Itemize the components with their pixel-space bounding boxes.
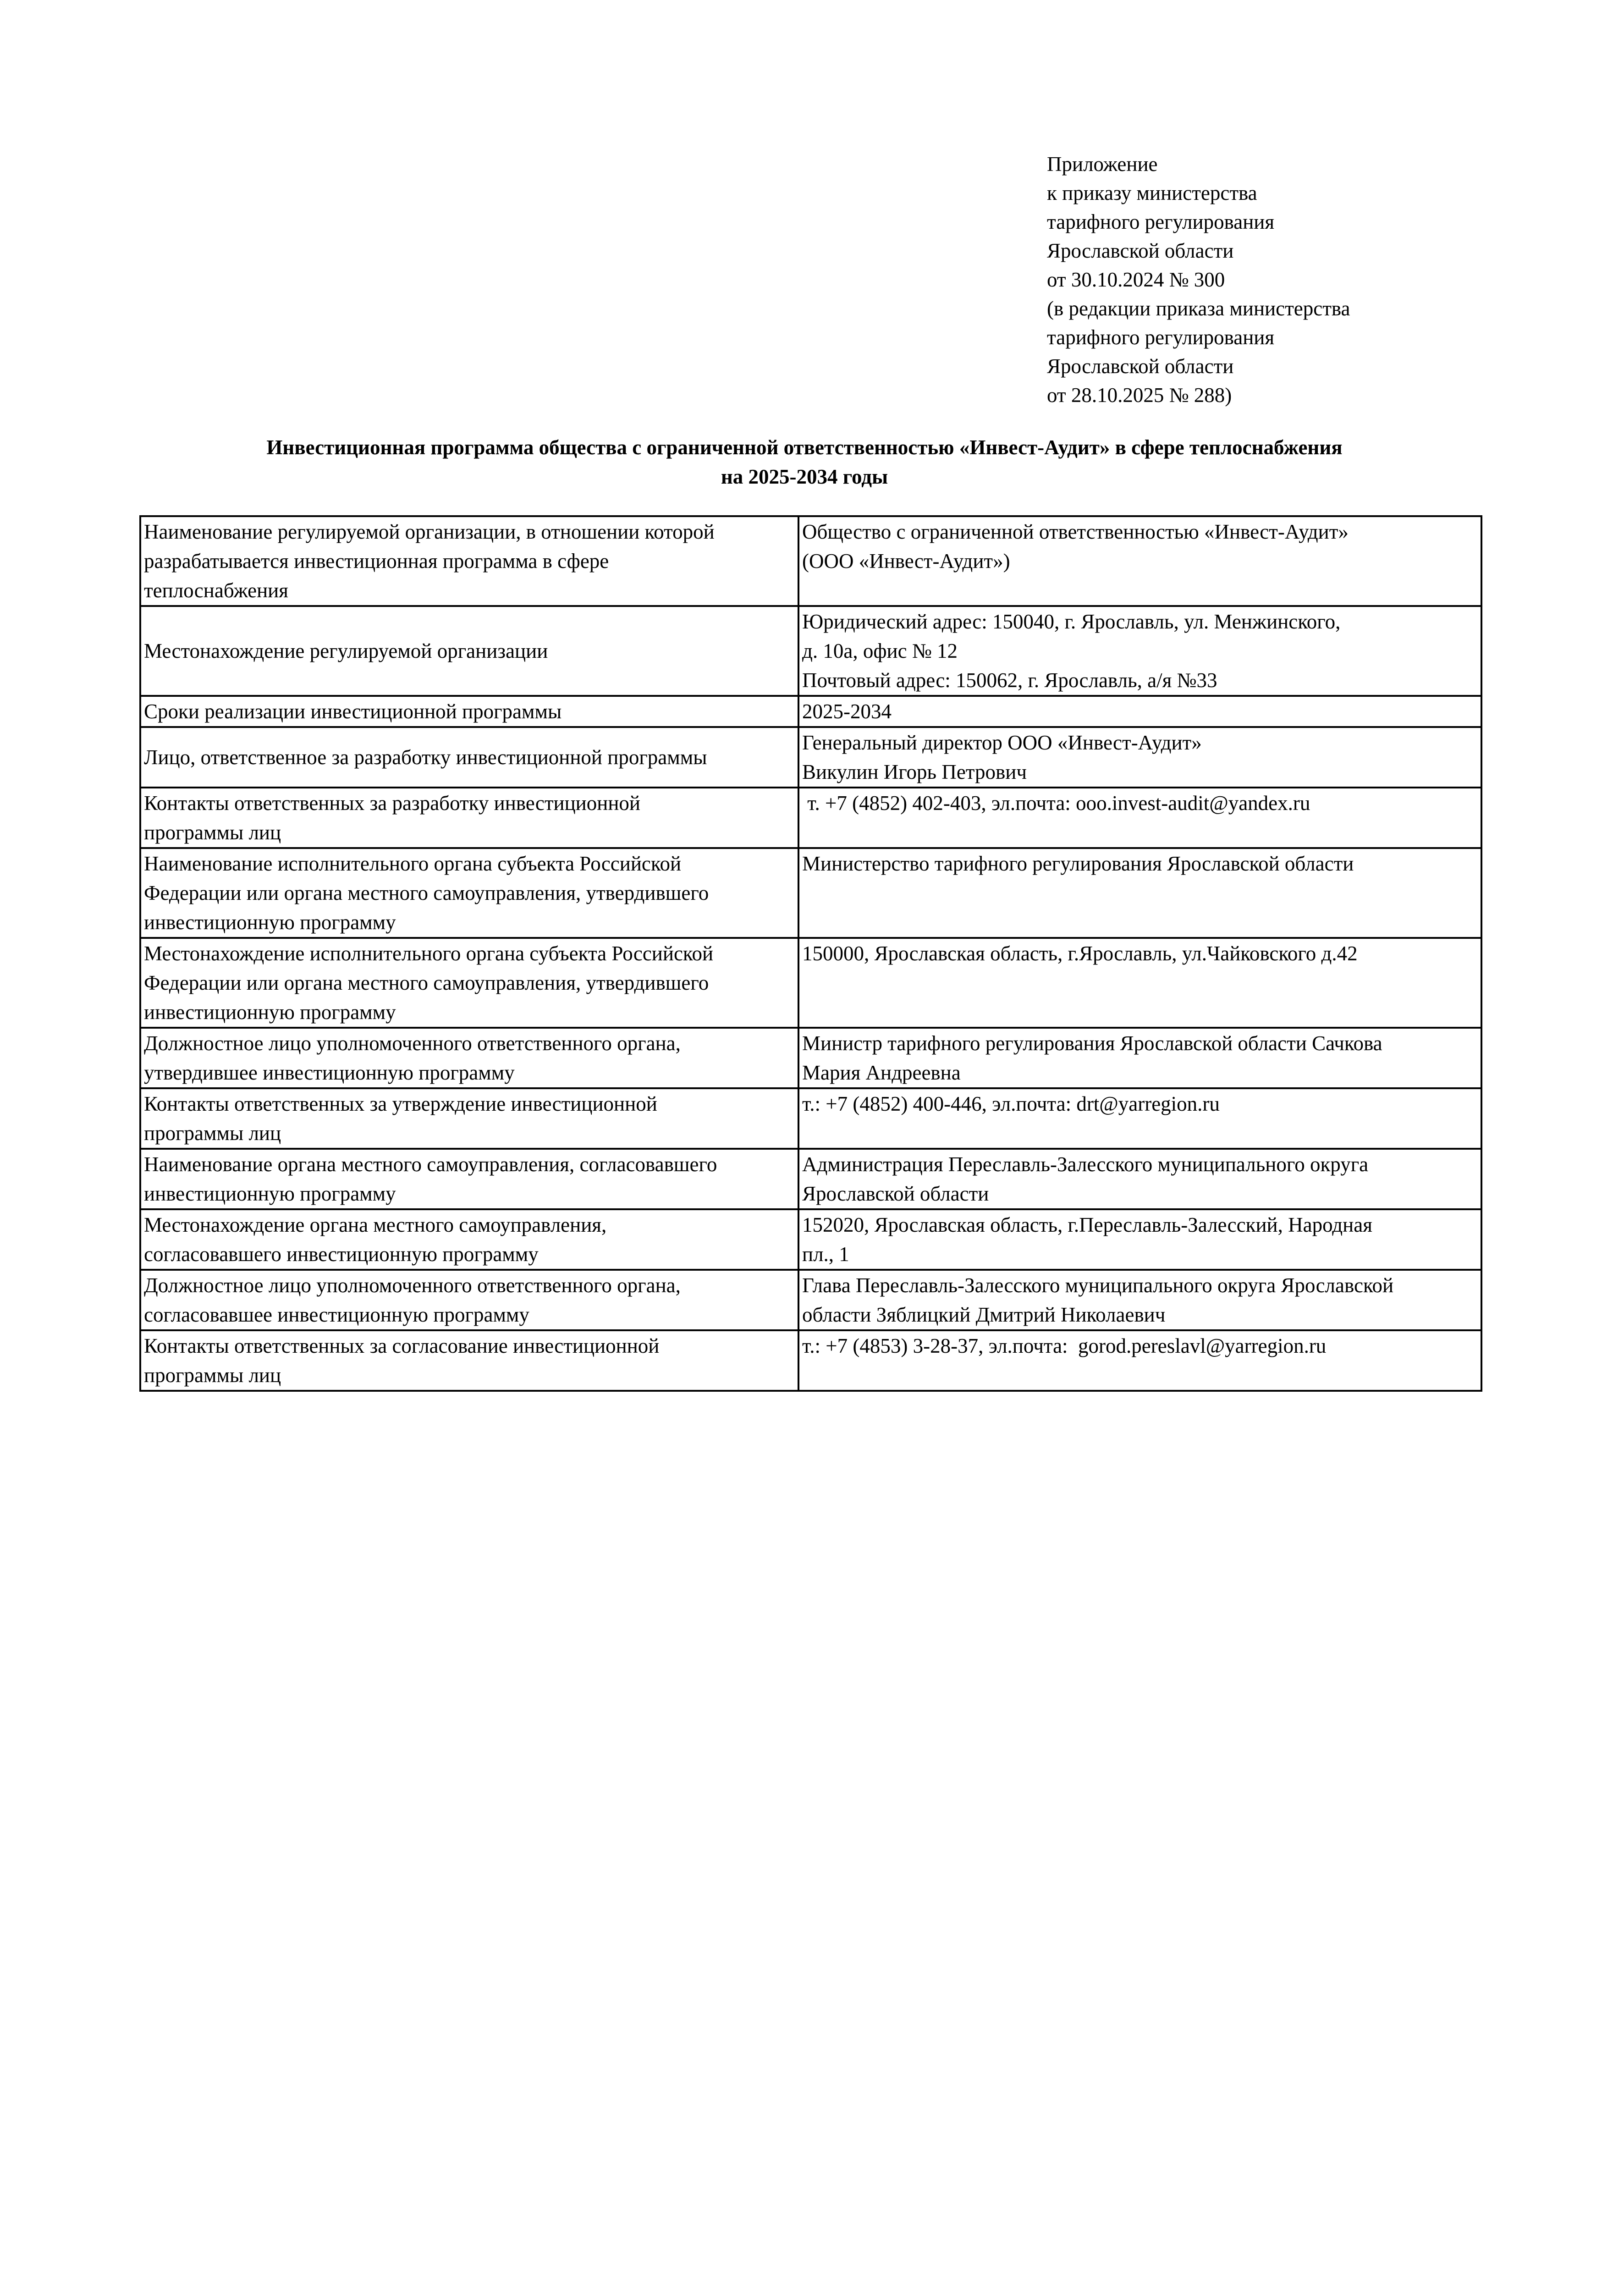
label-line: теплоснабжения [144, 579, 288, 602]
label-line: Контакты ответственных за утверждение инвестиционной [144, 1092, 657, 1115]
label-line: Контакты ответственных за разработку инвестиционной [144, 792, 640, 815]
row-value-cell [798, 727, 1481, 788]
approval-line: тарифного регулирования [1047, 326, 1275, 349]
value-line: 152020, Ярославская область, г.Переславль-Залесский, Народная [802, 1213, 1372, 1236]
row-value-cell [798, 788, 1481, 848]
row-value-cell [798, 1330, 1481, 1391]
row-label-cell [140, 1088, 798, 1149]
label-line: разрабатывается инвестиционная программа в сфере [144, 550, 609, 573]
document-title [138, 433, 1471, 491]
label-line: Наименование исполнительного органа субъекта Российской [144, 852, 682, 875]
approval-line: к приказу министерства [1047, 182, 1257, 204]
table-row [140, 696, 1481, 727]
value-line: Мария Андреевна [802, 1061, 961, 1084]
row-value-cell [798, 938, 1481, 1028]
label-line: инвестиционную программу [144, 1001, 396, 1024]
table-row [140, 788, 1481, 848]
table-row [140, 938, 1481, 1028]
table-row [140, 1149, 1481, 1209]
label-line: программы лиц [144, 1122, 281, 1145]
label-line: Сроки реализации инвестиционной программы [144, 700, 562, 723]
title-line-1: Инвестиционная программа общества с ограниченной ответственностью «Инвест-Аудит» в сфере теплоснабжения [266, 436, 1343, 459]
row-label-cell [140, 848, 798, 938]
table-row [140, 727, 1481, 788]
row-value-cell [798, 1028, 1481, 1088]
approval-line: тарифного регулирования [1047, 210, 1275, 233]
row-label-cell [140, 788, 798, 848]
label-line: Наименование регулируемой организации, в отношении которой [144, 520, 715, 543]
value-line: 2025-2034 [802, 700, 892, 723]
row-label-cell [140, 606, 798, 696]
label-line: утвердившее инвестиционную программу [144, 1061, 515, 1084]
table-row [140, 1028, 1481, 1088]
value-line: (ООО «Инвест-Аудит») [802, 550, 1010, 573]
row-label-cell [140, 1270, 798, 1330]
row-value-cell [798, 1149, 1481, 1209]
label-line: Местонахождение органа местного самоуправления, [144, 1213, 607, 1236]
label-line: Наименование органа местного самоуправления, согласовавшего [144, 1153, 717, 1176]
table-row [140, 1209, 1481, 1270]
label-line: инвестиционную программу [144, 1182, 396, 1205]
label-line: программы лиц [144, 821, 281, 844]
label-line: Контакты ответственных за согласование инвестиционной [144, 1334, 660, 1357]
value-line: Министерство тарифного регулирования Ярославской области [802, 852, 1354, 875]
program-passport-table [139, 515, 1482, 1392]
value-line: пл., 1 [802, 1243, 849, 1266]
row-label-cell [140, 1330, 798, 1391]
row-label-cell [140, 1149, 798, 1209]
approval-block [1047, 150, 1459, 410]
label-line: согласовавшее инвестиционную программу [144, 1303, 529, 1326]
value-line: Ярославской области [802, 1182, 989, 1205]
label-line: инвестиционную программу [144, 911, 396, 934]
row-label-cell [140, 938, 798, 1028]
table-row [140, 1270, 1481, 1330]
value-line: Почтовый адрес: 150062, г. Ярославль, а/я №33 [802, 669, 1217, 692]
approval-line: Приложение [1047, 153, 1158, 176]
value-line: Министр тарифного регулирования Ярославской области Сачкова [802, 1032, 1382, 1055]
value-line: Общество с ограниченной ответственностью «Инвест-Аудит» [802, 520, 1349, 543]
approval-line: от 28.10.2025 № 288) [1047, 384, 1232, 407]
table-row [140, 516, 1481, 606]
approval-line: Ярославской области [1047, 355, 1234, 378]
row-label-cell [140, 727, 798, 788]
label-line: Лицо, ответственное за разработку инвестиционной программы [144, 746, 707, 769]
row-value-cell [798, 848, 1481, 938]
label-line: Должностное лицо уполномоченного ответственного органа, [144, 1274, 681, 1297]
label-line: Федерации или органа местного самоуправления, утвердившего [144, 971, 709, 994]
label-line: Должностное лицо уполномоченного ответственного органа, [144, 1032, 681, 1055]
row-value-cell [798, 1209, 1481, 1270]
row-label-cell [140, 516, 798, 606]
table-row [140, 848, 1481, 938]
row-value-cell [798, 606, 1481, 696]
value-line: д. 10а, офис № 12 [802, 639, 958, 662]
label-line: Местонахождение регулируемой организации [144, 639, 548, 662]
value-line: области Зяблицкий Дмитрий Николаевич [802, 1303, 1166, 1326]
row-value-cell [798, 1088, 1481, 1149]
value-line: 150000, Ярославская область, г.Ярославль, ул.Чайковского д.42 [802, 942, 1358, 965]
value-line: Викулин Игорь Петрович [802, 760, 1027, 783]
row-label-cell [140, 1209, 798, 1270]
row-value-cell [798, 516, 1481, 606]
approval-line: от 30.10.2024 № 300 [1047, 268, 1225, 291]
value-line: т. +7 (4852) 402-403, эл.почта: ooo.invest-audit@yandex.ru [802, 792, 1310, 815]
title-line-2: на 2025-2034 годы [721, 465, 888, 488]
approval-line: Ярославской области [1047, 239, 1234, 262]
label-line: Местонахождение исполнительного органа субъекта Российской [144, 942, 714, 965]
table-row [140, 1088, 1481, 1149]
value-line: т.: +7 (4853) 3-28-37, эл.почта: gorod.pereslavl@yarregion.ru [802, 1334, 1327, 1357]
value-line: Юридический адрес: 150040, г. Ярославль, ул. Менжинского, [802, 610, 1341, 633]
label-line: согласовавшего инвестиционную программу [144, 1243, 539, 1266]
label-line: программы лиц [144, 1364, 281, 1387]
value-line: Администрация Переславль-Залесского муниципального округа [802, 1153, 1369, 1176]
value-line: т.: +7 (4852) 400-446, эл.почта: drt@yarregion.ru [802, 1092, 1220, 1115]
table-row [140, 1330, 1481, 1391]
row-value-cell [798, 696, 1481, 727]
row-value-cell [798, 1270, 1481, 1330]
table-row [140, 606, 1481, 696]
approval-line: (в редакции приказа министерства [1047, 297, 1350, 320]
row-label-cell [140, 696, 798, 727]
row-label-cell [140, 1028, 798, 1088]
label-line: Федерации или органа местного самоуправления, утвердившего [144, 882, 709, 904]
value-line: Глава Переславль-Залесского муниципального округа Ярославской [802, 1274, 1394, 1297]
value-line: Генеральный директор ООО «Инвест-Аудит» [802, 731, 1202, 754]
